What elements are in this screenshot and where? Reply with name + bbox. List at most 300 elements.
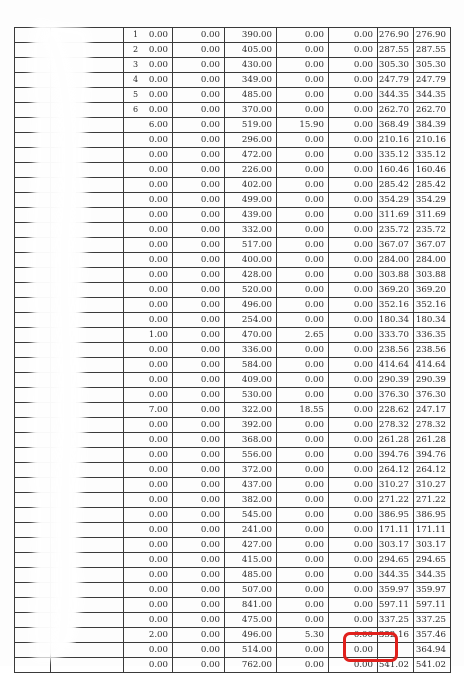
amount-cell: 335.12 <box>414 148 451 163</box>
amount-cell: 0.00 <box>329 118 378 133</box>
amount-cell: 0.00 <box>329 148 378 163</box>
amount-cell: 0.00 <box>124 208 173 223</box>
amount-cell: 0.00 <box>277 43 329 58</box>
amount-cell: 841.00 <box>225 598 277 613</box>
amount-cell: 496.00 <box>225 628 277 643</box>
table-row <box>15 568 451 583</box>
amount-cell: 235.72 <box>378 223 414 238</box>
table-row <box>15 223 451 238</box>
amount-cell: 0.00 <box>124 643 173 658</box>
amount-cell: 0.00 <box>329 58 378 73</box>
amount-cell: 0.00 <box>124 148 173 163</box>
amount-cell: 247.79 <box>414 73 451 88</box>
amount-cell: 18.55 <box>277 403 329 418</box>
amount-cell: 0.00 <box>173 598 225 613</box>
amount-cell: 392.00 <box>225 418 277 433</box>
row-index-cell <box>15 58 51 73</box>
amount-cell: 0.00 <box>277 613 329 628</box>
amount-cell: 305.30 <box>378 58 414 73</box>
amount-cell: 0.00 <box>124 583 173 598</box>
amount-cell: 0.00 <box>277 343 329 358</box>
row-code-cell <box>51 628 124 643</box>
row-code-cell <box>51 118 124 133</box>
amount-cell: 0.00 <box>277 103 329 118</box>
amount-cell: 0.00 <box>277 568 329 583</box>
amount-cell: 0.00 <box>173 358 225 373</box>
amount-cell: 0.00 <box>173 253 225 268</box>
amount-cell: 241.00 <box>225 523 277 538</box>
table-row <box>15 268 451 283</box>
row-index-cell <box>15 568 51 583</box>
amount-cell: 337.25 <box>414 613 451 628</box>
amount-cell: 0.00 <box>173 463 225 478</box>
amount-cell: 333.70 <box>378 328 414 343</box>
amount-cell: 0.00 <box>277 223 329 238</box>
amount-cell: 335.12 <box>378 148 414 163</box>
amount-cell: 597.11 <box>414 598 451 613</box>
amount-cell: 0.00 <box>277 358 329 373</box>
amount-cell: 530.00 <box>225 388 277 403</box>
row-code-cell <box>51 268 124 283</box>
amount-cell: 427.00 <box>225 538 277 553</box>
amount-cell: 382.00 <box>225 493 277 508</box>
amount-cell: 0.00 <box>173 178 225 193</box>
amount-cell: 0.00 <box>277 463 329 478</box>
amount-cell: 384.39 <box>414 118 451 133</box>
amount-cell: 0.00 <box>173 643 225 658</box>
table-row <box>15 493 451 508</box>
amount-cell: 238.56 <box>378 343 414 358</box>
amount-cell: 311.69 <box>414 208 451 223</box>
amount-cell: 597.11 <box>378 598 414 613</box>
table-row <box>15 88 451 103</box>
amount-cell: 0.00 <box>277 598 329 613</box>
row-index-cell <box>15 358 51 373</box>
row-code-cell <box>51 313 124 328</box>
amount-cell: 0.00 <box>329 463 378 478</box>
ledger-body <box>15 28 451 673</box>
amount-cell: 290.39 <box>414 373 451 388</box>
row-index-cell <box>15 118 51 133</box>
row-index-cell <box>15 448 51 463</box>
amount-cell: 271.22 <box>414 493 451 508</box>
amount-cell: 0.00 <box>329 373 378 388</box>
amount-cell: 160.46 <box>414 163 451 178</box>
amount-cell: 0.00 <box>277 553 329 568</box>
table-row <box>15 328 451 343</box>
row-code-cell <box>51 613 124 628</box>
amount-cell: 520.00 <box>225 283 277 298</box>
amount-cell: 386.95 <box>414 508 451 523</box>
table-row <box>15 628 451 643</box>
amount-cell: 370.00 <box>225 103 277 118</box>
amount-cell: 349.00 <box>225 73 277 88</box>
row-code-cell <box>51 223 124 238</box>
amount-cell: 0.00 <box>173 118 225 133</box>
table-row <box>15 28 451 43</box>
amount-cell: 0.00 <box>173 73 225 88</box>
amount-cell: 0.00 <box>329 523 378 538</box>
amount-cell: 0.00 <box>329 478 378 493</box>
amount-cell: 394.76 <box>378 448 414 463</box>
amount-cell: 332.00 <box>225 223 277 238</box>
amount-cell: 0.00 <box>173 403 225 418</box>
amount-cell: 336.00 <box>225 343 277 358</box>
amount-cell: 0.00 <box>329 328 378 343</box>
table-row <box>15 433 451 448</box>
amount-cell: 402.00 <box>225 178 277 193</box>
amount-cell: 0.00 <box>277 28 329 43</box>
amount-cell: 262.70 <box>414 103 451 118</box>
amount-cell: 0.00 <box>173 208 225 223</box>
amount-cell: 322.00 <box>225 403 277 418</box>
row-index-cell <box>15 298 51 313</box>
amount-cell: 0.00 <box>277 208 329 223</box>
amount-cell: 0.00 <box>329 433 378 448</box>
amount-cell: 247.17 <box>414 403 451 418</box>
amount-cell: 0.00 <box>329 28 378 43</box>
amount-cell: 519.00 <box>225 118 277 133</box>
amount-cell: 0.00 <box>173 313 225 328</box>
amount-cell: 0.00 <box>124 223 173 238</box>
amount-cell: 352.16 <box>378 298 414 313</box>
table-row <box>15 508 451 523</box>
amount-cell: 472.00 <box>225 148 277 163</box>
amount-cell: 284.00 <box>414 253 451 268</box>
amount-cell: 0.00 <box>173 568 225 583</box>
table-row <box>15 358 451 373</box>
amount-cell: 0.00 <box>329 508 378 523</box>
row-code-cell <box>51 253 124 268</box>
amount-cell: 390.00 <box>225 28 277 43</box>
amount-cell: 0.00 <box>329 283 378 298</box>
amount-cell: 437.00 <box>225 478 277 493</box>
amount-cell: 0.00 <box>329 238 378 253</box>
amount-cell: 310.27 <box>414 478 451 493</box>
amount-cell: 0.00 <box>124 598 173 613</box>
amount-cell: 303.17 <box>414 538 451 553</box>
amount-cell: 0.00 <box>124 313 173 328</box>
amount-cell: 0.00 <box>173 133 225 148</box>
amount-cell: 352.16 <box>378 628 414 643</box>
amount-cell: 414.64 <box>414 358 451 373</box>
amount-cell: 0.00 <box>277 73 329 88</box>
row-index-cell <box>15 73 51 88</box>
amount-cell: 0.00 <box>124 343 173 358</box>
amount-cell: 180.34 <box>414 313 451 328</box>
amount-cell: 285.42 <box>378 178 414 193</box>
amount-cell: 6.00 <box>124 118 173 133</box>
amount-cell: 368.49 <box>378 118 414 133</box>
table-row <box>15 643 451 658</box>
amount-cell: 210.16 <box>378 133 414 148</box>
amount-cell: 0.00 <box>329 103 378 118</box>
amount-cell: 0.00 <box>173 478 225 493</box>
amount-cell: 0.00 <box>329 658 378 673</box>
row-index-cell <box>15 148 51 163</box>
amount-cell: 352.16 <box>414 298 451 313</box>
amount-cell: 496.00 <box>225 298 277 313</box>
amount-cell: 0.00 <box>124 163 173 178</box>
amount-cell: 0.00 <box>173 328 225 343</box>
amount-cell: 354.29 <box>414 193 451 208</box>
row-code-cell <box>51 163 124 178</box>
amount-cell: 0.00 <box>173 628 225 643</box>
row-code-cell: 4 <box>51 73 124 88</box>
row-index-cell <box>15 208 51 223</box>
row-index-cell <box>15 493 51 508</box>
amount-cell: 0.00 <box>173 343 225 358</box>
amount-cell: 368.00 <box>225 433 277 448</box>
amount-cell: 470.00 <box>225 328 277 343</box>
amount-cell: 290.39 <box>378 373 414 388</box>
amount-cell: 514.00 <box>225 643 277 658</box>
amount-cell: 0.00 <box>277 643 329 658</box>
table-row <box>15 403 451 418</box>
row-code-cell <box>51 598 124 613</box>
amount-cell: 0.00 <box>329 598 378 613</box>
row-index-cell <box>15 313 51 328</box>
amount-cell: 0.00 <box>329 208 378 223</box>
row-code-cell <box>51 463 124 478</box>
amount-cell: 0.00 <box>173 88 225 103</box>
amount-cell: 0.00 <box>277 448 329 463</box>
row-code-cell <box>51 493 124 508</box>
row-code-cell <box>51 508 124 523</box>
amount-cell: 0.00 <box>329 568 378 583</box>
amount-cell: 372.00 <box>225 463 277 478</box>
amount-cell: 0.00 <box>277 658 329 673</box>
amount-cell: 0.00 <box>124 523 173 538</box>
amount-cell: 0.00 <box>329 583 378 598</box>
amount-cell: 0.00 <box>173 433 225 448</box>
amount-cell: 369.20 <box>414 283 451 298</box>
row-code-cell <box>51 328 124 343</box>
row-code-cell: 1 <box>51 28 124 43</box>
table-row <box>15 163 451 178</box>
amount-cell: 367.07 <box>414 238 451 253</box>
amount-cell: 357.46 <box>414 628 451 643</box>
row-index-cell <box>15 223 51 238</box>
amount-cell: 400.00 <box>225 253 277 268</box>
amount-cell: 0.00 <box>277 313 329 328</box>
table-row <box>15 118 451 133</box>
amount-cell: 0.00 <box>124 268 173 283</box>
amount-cell: 0.00 <box>277 88 329 103</box>
table-row <box>15 478 451 493</box>
amount-cell: 0.00 <box>173 613 225 628</box>
row-index-cell <box>15 343 51 358</box>
amount-cell: 0.00 <box>173 388 225 403</box>
amount-cell: 0.00 <box>173 418 225 433</box>
amount-cell: 0.00 <box>173 523 225 538</box>
amount-cell: 439.00 <box>225 208 277 223</box>
row-index-cell <box>15 463 51 478</box>
amount-cell: 0.00 <box>173 538 225 553</box>
amount-cell: 0.00 <box>329 493 378 508</box>
amount-cell: 0.00 <box>124 43 173 58</box>
amount-cell: 369.20 <box>378 283 414 298</box>
amount-cell: 556.00 <box>225 448 277 463</box>
table-row <box>15 103 451 118</box>
row-index-cell <box>15 433 51 448</box>
table-row <box>15 343 451 358</box>
amount-cell: 2.65 <box>277 328 329 343</box>
amount-cell: 0.00 <box>277 58 329 73</box>
amount-cell: 430.00 <box>225 58 277 73</box>
amount-cell: 210.16 <box>414 133 451 148</box>
amount-cell: 0.00 <box>173 448 225 463</box>
amount-cell: 0.00 <box>329 268 378 283</box>
row-code-cell <box>51 238 124 253</box>
row-code-cell <box>51 298 124 313</box>
amount-cell: 0.00 <box>277 163 329 178</box>
table-row <box>15 208 451 223</box>
amount-cell: 359.97 <box>378 583 414 598</box>
amount-cell: 276.90 <box>414 28 451 43</box>
amount-cell: 303.17 <box>378 538 414 553</box>
amount-cell: 171.11 <box>378 523 414 538</box>
amount-cell: 0.00 <box>277 268 329 283</box>
amount-cell: 344.35 <box>378 88 414 103</box>
amount-cell: 0.00 <box>124 478 173 493</box>
amount-cell: 0.00 <box>173 283 225 298</box>
amount-cell: 0.00 <box>277 298 329 313</box>
amount-cell: 545.00 <box>225 508 277 523</box>
row-index-cell <box>15 133 51 148</box>
table-row <box>15 613 451 628</box>
amount-cell: 0.00 <box>277 493 329 508</box>
amount-cell: 0.00 <box>173 58 225 73</box>
amount-cell: 584.00 <box>225 358 277 373</box>
amount-cell: 0.00 <box>329 73 378 88</box>
table-row <box>15 283 451 298</box>
table-row <box>15 238 451 253</box>
amount-cell: 0.00 <box>124 73 173 88</box>
amount-cell: 276.90 <box>378 28 414 43</box>
amount-cell: 0.00 <box>173 583 225 598</box>
table-row <box>15 538 451 553</box>
ledger-table <box>14 27 451 673</box>
amount-cell: 485.00 <box>225 88 277 103</box>
row-index-cell <box>15 583 51 598</box>
amount-cell: 0.00 <box>124 58 173 73</box>
amount-cell: 262.70 <box>378 103 414 118</box>
amount-cell: 0.00 <box>329 418 378 433</box>
row-index-cell <box>15 328 51 343</box>
amount-cell: 15.90 <box>277 118 329 133</box>
row-code-cell <box>51 373 124 388</box>
amount-cell: 0.00 <box>124 133 173 148</box>
row-index-cell <box>15 538 51 553</box>
row-code-cell: 3 <box>51 58 124 73</box>
amount-cell: 0.00 <box>173 28 225 43</box>
amount-cell: 0.00 <box>277 583 329 598</box>
table-row <box>15 313 451 328</box>
amount-cell: 0.00 <box>124 283 173 298</box>
amount-cell: 0.00 <box>124 418 173 433</box>
row-index-cell <box>15 268 51 283</box>
amount-cell: 499.00 <box>225 193 277 208</box>
amount-cell: 271.22 <box>378 493 414 508</box>
table-row <box>15 58 451 73</box>
amount-cell: 0.00 <box>173 238 225 253</box>
table-row <box>15 388 451 403</box>
amount-cell: 354.29 <box>378 193 414 208</box>
amount-cell: 0.00 <box>277 373 329 388</box>
row-code-cell <box>51 343 124 358</box>
amount-cell: 0.00 <box>329 163 378 178</box>
amount-cell: 278.32 <box>414 418 451 433</box>
row-index-cell <box>15 253 51 268</box>
amount-cell: 238.56 <box>414 343 451 358</box>
amount-cell: 415.00 <box>225 553 277 568</box>
row-code-cell <box>51 358 124 373</box>
amount-cell: 0.00 <box>173 508 225 523</box>
amount-cell: 0.00 <box>329 313 378 328</box>
table-row <box>15 253 451 268</box>
amount-cell: 0.00 <box>173 103 225 118</box>
amount-cell: 0.00 <box>173 658 225 673</box>
amount-cell: 0.00 <box>173 268 225 283</box>
amount-cell: 264.12 <box>378 463 414 478</box>
amount-cell: 0.00 <box>173 298 225 313</box>
amount-cell: 0.00 <box>173 163 225 178</box>
row-code-cell <box>51 583 124 598</box>
row-index-cell <box>15 418 51 433</box>
amount-cell: 344.35 <box>414 88 451 103</box>
amount-cell <box>378 643 414 658</box>
amount-cell: 0.00 <box>329 223 378 238</box>
table-row <box>15 553 451 568</box>
table-row <box>15 463 451 478</box>
amount-cell: 0.00 <box>277 178 329 193</box>
table-row <box>15 43 451 58</box>
row-code-cell <box>51 433 124 448</box>
amount-cell: 0.00 <box>124 493 173 508</box>
amount-cell: 0.00 <box>329 448 378 463</box>
amount-cell: 305.30 <box>414 58 451 73</box>
amount-cell: 311.69 <box>378 208 414 223</box>
table-row <box>15 598 451 613</box>
amount-cell: 160.46 <box>378 163 414 178</box>
amount-cell: 344.35 <box>414 568 451 583</box>
row-index-cell <box>15 478 51 493</box>
amount-cell: 0.00 <box>277 253 329 268</box>
amount-cell: 0.00 <box>329 388 378 403</box>
amount-cell: 0.00 <box>124 103 173 118</box>
amount-cell: 0.00 <box>124 28 173 43</box>
amount-cell: 0.00 <box>277 538 329 553</box>
row-index-cell <box>15 88 51 103</box>
row-index-cell <box>15 178 51 193</box>
row-index-cell <box>15 658 51 673</box>
amount-cell: 409.00 <box>225 373 277 388</box>
amount-cell: 0.00 <box>277 283 329 298</box>
amount-cell: 376.30 <box>414 388 451 403</box>
amount-cell: 517.00 <box>225 238 277 253</box>
amount-cell: 428.00 <box>225 268 277 283</box>
amount-cell: 171.11 <box>414 523 451 538</box>
amount-cell: 367.07 <box>378 238 414 253</box>
amount-cell: 0.00 <box>173 193 225 208</box>
amount-cell: 485.00 <box>225 568 277 583</box>
amount-cell: 0.00 <box>329 178 378 193</box>
amount-cell: 0.00 <box>124 193 173 208</box>
amount-cell: 386.95 <box>378 508 414 523</box>
amount-cell: 226.00 <box>225 163 277 178</box>
row-code-cell <box>51 418 124 433</box>
